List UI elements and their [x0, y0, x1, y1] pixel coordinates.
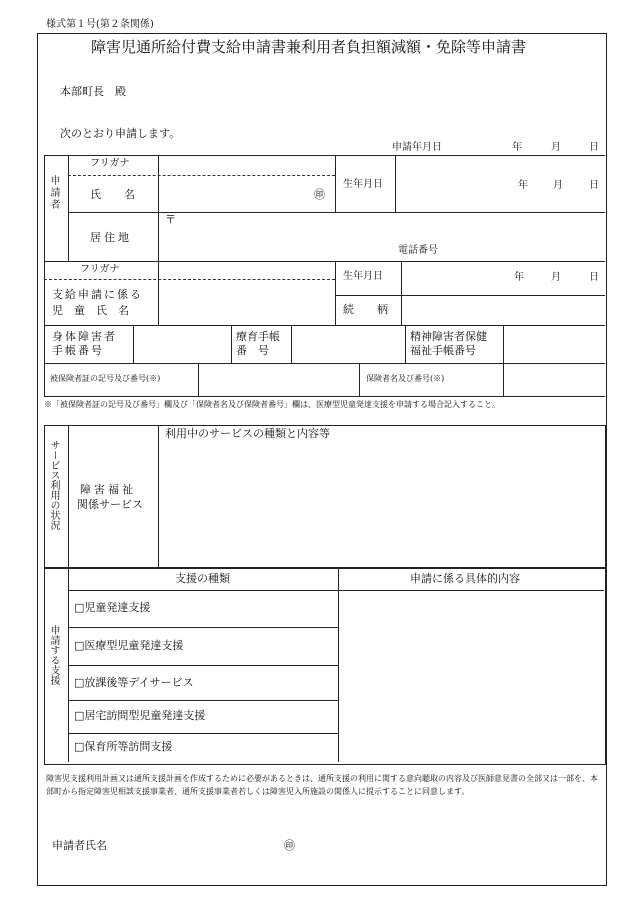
applicant-birth-month-unit: 月: [553, 180, 563, 191]
service-row-label-line1: 障害福祉: [80, 483, 136, 496]
support-section-label: 申請する支援: [48, 625, 59, 685]
postal-mark: 〒: [165, 213, 176, 226]
applicant-furigana-label: フリガナ: [90, 158, 130, 169]
form-number: 様式第１号(第２条関係): [46, 19, 154, 30]
support-item-child-development[interactable]: □児童発達支援: [74, 601, 151, 614]
signer-label: 申請者氏名: [52, 839, 107, 852]
child-birthdate-label: 生年月日: [343, 271, 383, 282]
rehab-cert-label-line1: 療育手帳: [236, 330, 280, 343]
applicant-section-label: 申請者: [48, 175, 59, 211]
support-item-home-visit-child-development[interactable]: □居宅訪問型児童発達支援: [74, 709, 206, 722]
physical-cert-label-line2: 手帳番号: [52, 344, 104, 357]
child-name-label-line2: 児 童 氏 名: [52, 304, 129, 317]
applicant-phone-label: 電話番号: [398, 245, 438, 256]
service-row-label-line2: 関係サービス: [77, 498, 143, 511]
table-top-line: [44, 155, 605, 156]
service-status-section-label: サービス利用の状況: [48, 440, 59, 530]
child-relation-label: 続 柄: [343, 303, 394, 316]
signer-seal-mark: ㊞: [284, 839, 295, 852]
support-table: [44, 567, 606, 765]
applicant-birthdate-label: 生年月日: [343, 179, 383, 190]
application-date-month-unit: 月: [551, 142, 561, 153]
form-title: 障害児通所給付費支給申請書兼利用者負担額減額・免除等申請書: [91, 38, 527, 56]
support-col-detail: 申請に係る具体的内容: [410, 572, 520, 585]
physical-cert-label-line1: 身体障害者: [52, 330, 117, 343]
applicant-address-label: 居住地: [90, 231, 132, 244]
support-item-medical-child-development[interactable]: □医療型児童発達支援: [74, 639, 184, 652]
mental-cert-label-line1: 精神障害者保健: [410, 330, 487, 343]
child-birth-day-unit: 日: [589, 272, 599, 283]
support-item-after-school-day-service[interactable]: □放課後等デイサービス: [74, 676, 194, 689]
insurance-note: ※「被保険者証の記号及び番号」欄及び「保険者名及び保険者番号」欄は、医療型児童発達支援を申請する場合記入すること。: [44, 400, 500, 409]
rehab-cert-label-line2: 番 号: [236, 344, 269, 357]
support-item-nursery-visit-support[interactable]: □保育所等訪問支援: [74, 740, 173, 753]
insurance-cert-label: 被保険者証の記号及び番号(※): [50, 374, 161, 383]
applicant-birth-day-unit: 日: [589, 180, 599, 191]
child-birth-year-unit: 年: [514, 272, 524, 283]
service-content-label: 利用中のサービスの種類と内容等: [165, 427, 330, 440]
mental-cert-label-line2: 福祉手帳番号: [410, 344, 476, 357]
application-date-day-unit: 日: [589, 142, 599, 153]
consent-text: 障害児支援利用計画又は通所支援計画を作成するために必要があるときは、通所支援の利用に関する意向聴取の内容及び医師意見書の全部又は一部を、本部町から指定障害児相談支援事業者、通所支援事業者若しくは障害児入所施設の関係人に提示することに同意します。: [46, 774, 598, 796]
applicant-birth-year-unit: 年: [518, 180, 528, 191]
applicant-seal-mark: ㊞: [314, 188, 325, 201]
addressee: 本部町長 殿: [60, 85, 126, 98]
insurer-label: 保険者名及び番号(※): [366, 374, 445, 383]
table-left-line: [44, 155, 45, 396]
support-col-type: 支援の種類: [175, 572, 230, 585]
applicant-name-label: 氏 名: [90, 188, 141, 201]
child-furigana-label: フリガナ: [80, 264, 120, 275]
child-birth-month-unit: 月: [551, 272, 561, 283]
child-name-label-line1: 支給申請に係る: [52, 288, 143, 301]
application-date-label: 申請年月日: [392, 142, 442, 153]
service-status-table: [44, 425, 606, 569]
intro-text: 次のとおり申請します。: [60, 127, 181, 140]
application-date-year-unit: 年: [512, 142, 522, 153]
